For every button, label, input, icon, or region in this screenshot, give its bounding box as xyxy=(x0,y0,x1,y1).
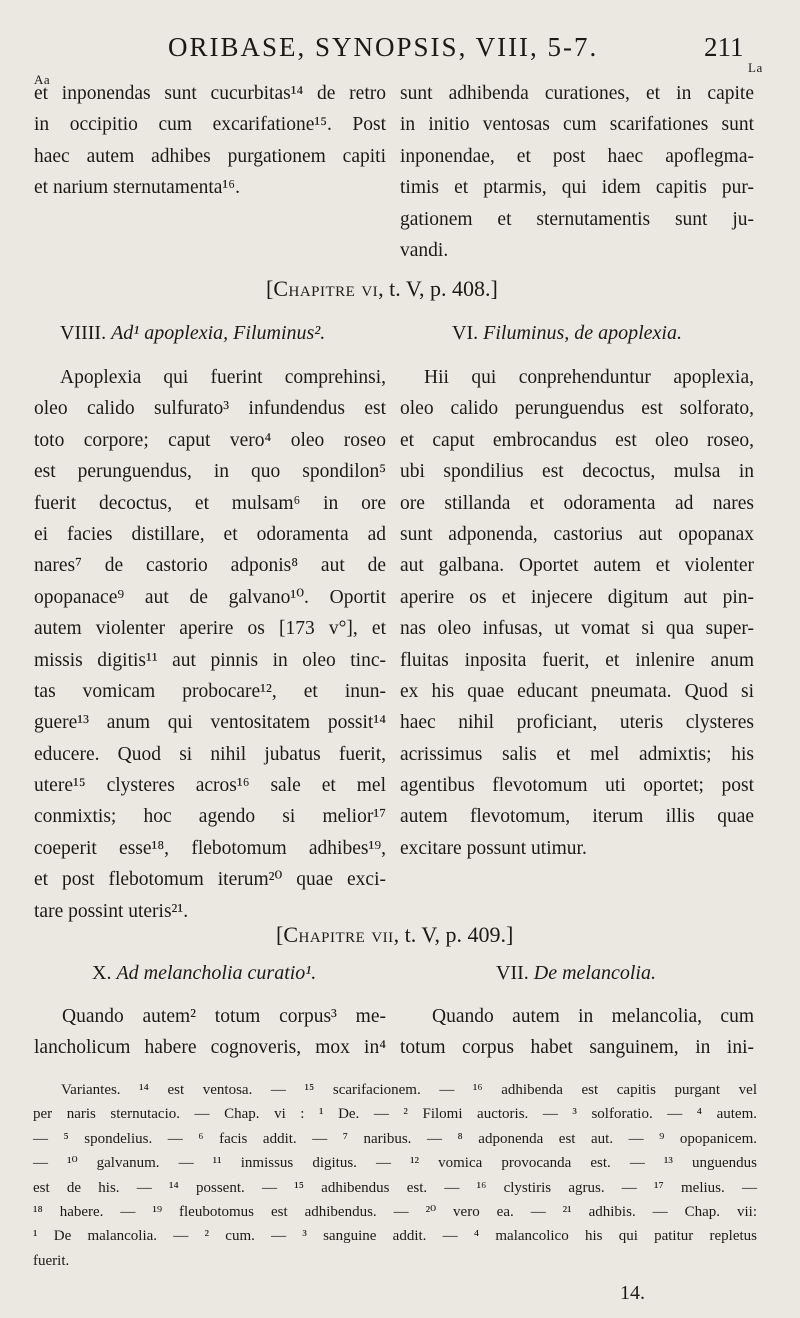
chapter-label: Chapitre vii xyxy=(283,922,394,947)
right-section-heading xyxy=(496,962,656,985)
text-line: Quando autem in melancolia, cum xyxy=(432,1006,754,1027)
text-line: Hii qui conprehenduntur apoplexia, xyxy=(424,367,754,388)
text-line: opopanace⁹ aut de galvano¹⁰. Oportit xyxy=(34,586,386,608)
text-line: conmixtis; hoc agendo si melior¹⁷ xyxy=(34,806,386,828)
chapter-reference: [Chapitre vii, t. V, p. 409.] xyxy=(276,922,514,947)
text-line: haec autem adhibes purgationem capiti xyxy=(34,145,386,167)
footnote-line: — ¹⁰ galvanum. — ¹¹ inmissus digitus. — ¹² vomica provocanda est. — ¹³ unguendus xyxy=(33,1155,757,1172)
text-line: oleo calido sulfurato³ infundendus est xyxy=(34,398,386,420)
text-line: nas oleo infusas, ut vomat si qua super- xyxy=(400,618,754,640)
text-line: Quando autem² totum corpus³ me- xyxy=(62,1006,386,1027)
text-line: autem flevotomum, iterum illis quae xyxy=(400,806,754,828)
text-line: lancholicum habere cognoveris, mox in⁴ xyxy=(34,1037,386,1059)
text-line: guere¹³ anum qui ventositatem possit¹⁴ xyxy=(34,712,386,734)
left-bottom-column xyxy=(34,1001,386,1064)
section-title: De melancolia. xyxy=(533,962,656,984)
text-line: toto corpore; caput vero⁴ oleo roseo xyxy=(34,429,386,451)
chapter-reference: [Chapitre vi, t. V, p. 408.] xyxy=(266,276,498,301)
footnote-line: est de his. — ¹⁴ possent. — ¹⁵ adhibendus est. — ¹⁶ clystiris agrus. — ¹⁷ melius. — xyxy=(33,1179,757,1196)
folio-signature: 14. xyxy=(620,1282,645,1304)
section-number: VII. xyxy=(496,962,529,984)
text-line: acrissimus salis et mel admixtis; his xyxy=(400,743,754,765)
right-bottom-column xyxy=(400,1001,754,1064)
right-section-heading xyxy=(452,322,682,345)
text-line: fuerit decoctus, et mulsam⁶ in ore xyxy=(34,492,386,514)
text-line: et caput embrocandus est oleo roseo, xyxy=(400,429,754,451)
text-line: gationem et sternutamentis sunt ju- xyxy=(400,208,754,230)
text-line: fluitas inposita fuerit, et inlenire anum xyxy=(400,649,754,671)
chapter-ref-text: t. V, p. 408. xyxy=(389,276,491,301)
text-line: Apoplexia qui fuerint comprehinsi, xyxy=(60,367,386,388)
footnote-line: ¹⁸ habere. — ¹⁹ fleubotomus est adhibendus. — ²⁰ vero ea. — ²¹ adhibis. — Chap. vii: xyxy=(33,1203,757,1220)
top-right-column xyxy=(400,78,754,266)
text-line: tare possint uteris²¹. xyxy=(34,900,189,922)
text-line: ei facies distillare, et odoramenta ad xyxy=(34,523,386,545)
signature-right: La xyxy=(748,60,763,75)
section-title: Filuminus, de apoplexia. xyxy=(483,322,682,344)
footnote-line: fuerit. xyxy=(33,1252,70,1269)
footnote-line: Variantes. ¹⁴ est ventosa. — ¹⁵ scarifacionem. — ¹⁶ adhibenda est capitis purgant vel xyxy=(61,1082,757,1098)
running-title: ORIBASE, SYNOPSIS, VIII, 5-7. xyxy=(168,32,599,62)
section-number: VIIII. xyxy=(60,322,107,344)
text-line: vandi. xyxy=(400,239,449,261)
text-line: in occipitio cum excarifatione¹⁵. Post xyxy=(34,114,386,136)
text-line: autem violenter aperire os [173 v°], et xyxy=(34,618,386,640)
text-line: et post flebotomum iterum²⁰ quae exci- xyxy=(34,869,386,891)
section-title: Ad¹ apoplexia, Filuminus². xyxy=(111,322,326,344)
chapter-label: Chapitre vi xyxy=(273,276,379,301)
running-head xyxy=(0,32,800,72)
text-line: tas vomicam probocare¹², et inun- xyxy=(34,680,386,702)
text-line: haec nihil proficiant, uteris clysteres xyxy=(400,712,754,734)
text-line: ore stillanda et odoramenta ad nares xyxy=(400,492,754,514)
text-line: timis et ptarmis, qui idem capitis pur- xyxy=(400,177,754,199)
footnote-line: ¹ De malancolia. — ² cum. — ³ sanguine addit. — ⁴ malancolico his qui patitur repletus xyxy=(33,1228,757,1245)
text-line: ubi spondilius est decoctus, mulsa in xyxy=(400,461,754,483)
text-line: aperire os et injecere digitum aut pin- xyxy=(400,586,754,608)
text-line: educere. Quod si nihil jubatus fuerit, xyxy=(34,743,386,765)
section-number: VI. xyxy=(452,322,479,344)
text-line: et narium sternutamenta¹⁶. xyxy=(34,177,240,199)
text-line: totum corpus habet sanguinem, in ini- xyxy=(400,1037,754,1059)
text-line: ex his quae educant pneumata. Quod si xyxy=(400,680,754,702)
text-line: et inponendas sunt cucurbitas¹⁴ de retro xyxy=(34,83,386,104)
footnote-line: per naris sternutacio. — Chap. vi : ¹ De. — ² Filomi auctoris. — ³ solforatio. — ⁴ autem. xyxy=(33,1106,757,1123)
variants-footnotes xyxy=(33,1078,757,1273)
text-line: inponendae, et post haec apoflegma- xyxy=(400,145,754,167)
section-number: X. xyxy=(92,962,112,984)
text-line: coeperit esse¹⁸, flebotomum adhibes¹⁹, xyxy=(34,837,386,859)
text-line: agentibus flevotomum uti oportet; post xyxy=(400,775,754,797)
left-section-heading xyxy=(60,322,325,345)
chapter-ref-text: t. V, p. 409. xyxy=(404,922,506,947)
text-line: excitare possunt utimur. xyxy=(400,837,587,859)
text-line: est perunguendus, in quo spondilon⁵ xyxy=(34,461,386,483)
text-line: sunt adhibenda curationes, et in capite xyxy=(400,83,754,104)
left-body-column xyxy=(34,362,386,927)
text-line: nares⁷ de castorio adponis⁸ aut de xyxy=(34,555,386,577)
right-body-column xyxy=(400,362,754,864)
footnote-line: — ⁵ spondelius. — ⁶ facis addit. — ⁷ naribus. — ⁸ adponenda est aut. — ⁹ opopanicem. xyxy=(33,1130,757,1147)
text-line: oleo calido perunguendus est solforato, xyxy=(400,398,754,420)
top-left-column xyxy=(34,78,386,204)
text-line: sunt adponenda, castorius aut opopanax xyxy=(400,523,754,545)
text-line: missis digitis¹¹ aut pinnis in oleo tinc- xyxy=(34,649,386,671)
signature-left: Aa xyxy=(34,72,51,87)
page-number: 211 xyxy=(704,32,744,62)
text-line: aut galbana. Oportet autem et violenter xyxy=(400,555,754,577)
text-line: in initio ventosas cum scarifationes sunt xyxy=(400,114,754,136)
left-section-heading xyxy=(92,962,316,985)
section-title: Ad melancholia curatio¹. xyxy=(116,962,317,984)
text-line: utere¹⁵ clysteres acros¹⁶ sale et mel xyxy=(34,775,386,797)
